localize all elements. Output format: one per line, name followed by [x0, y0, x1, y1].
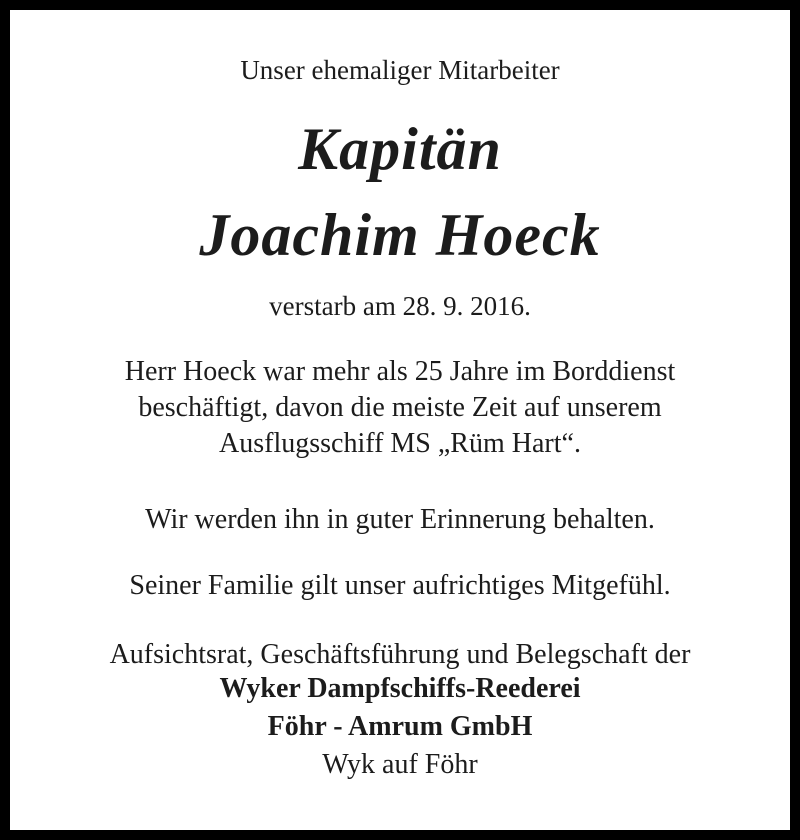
title-kapitaen: Kapitän [298, 116, 502, 182]
intro-line: Unser ehemaliger Mitarbeiter [240, 55, 560, 85]
deceased-name: Joachim Hoeck [199, 202, 601, 268]
location-line: Wyk auf Föhr [322, 749, 478, 780]
date-of-death: verstarb am 28. 9. 2016. [269, 291, 531, 321]
condolence-line: Seiner Familie gilt unser aufrichtiges Mitgefühl. [129, 570, 671, 601]
tribute-line: Ausflugsschiff MS „Rüm Hart“. [219, 428, 581, 459]
signatories-line: Aufsichtsrat, Geschäftsführung und Belegschaft der [109, 639, 691, 670]
company-name-line: Wyker Dampfschiffs-Reederei [219, 673, 581, 704]
obituary-notice [10, 10, 790, 830]
tribute-line: beschäftigt, davon die meiste Zeit auf unserem [138, 392, 662, 423]
company-name-line: Föhr - Amrum GmbH [267, 711, 533, 742]
remembrance-line: Wir werden ihn in guter Erinnerung behalten. [145, 504, 655, 535]
tribute-line: Herr Hoeck war mehr als 25 Jahre im Borddienst [124, 356, 676, 387]
